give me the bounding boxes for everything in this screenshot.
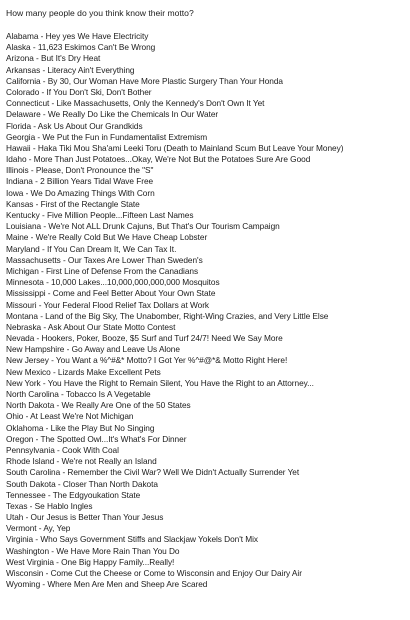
state-motto-entry: Texas - Se Hablo Ingles xyxy=(6,500,93,511)
state-motto-entry: Minnesota - 10,000 Lakes...10,000,000,000,000 Mosquitos xyxy=(6,277,220,288)
state-motto-entry: Massachusetts - Our Taxes Are Lower Than Sweden's xyxy=(6,254,203,265)
state-motto-entry: Missouri - Your Federal Flood Relief Tax Dollars at Work xyxy=(6,299,210,310)
state-motto-entry: North Dakota - We Really Are One of the 50 States xyxy=(6,400,191,411)
state-motto-entry: Iowa - We Do Amazing Things With Corn xyxy=(6,187,155,198)
motto-document xyxy=(6,8,406,590)
state-motto-entry: Maryland - If You Can Dream It, We Can Tax It. xyxy=(6,243,177,254)
state-motto-entry: Idaho - More Than Just Potatoes...Okay, We're Not But the Potatoes Sure Are Good xyxy=(6,154,311,165)
state-motto-entry: North Carolina - Tobacco Is A Vegetable xyxy=(6,389,151,399)
state-motto-entry: Georgia - We Put the Fun in Fundamentalist Extremism xyxy=(6,131,208,142)
page-heading: How many people do you think know their motto? xyxy=(6,8,194,18)
state-motto-entry: Nevada - Hookers, Poker, Booze, $5 Surf and Turf 24/7! Need We Say More xyxy=(6,333,283,344)
state-motto-entry: Louisiana - We're Not ALL Drunk Cajuns, But That's Our Tourism Campaign xyxy=(6,221,280,232)
state-motto-entry: Washington - We Have More Rain Than You Do xyxy=(6,545,180,556)
state-motto-entry: Delaware - We Really Do Like the Chemicals In Our Water xyxy=(6,109,219,120)
state-motto-entry: Alabama - Hey yes We Have Electricity xyxy=(6,31,149,41)
state-motto-entry: Ohio - At Least We're Not Michigan xyxy=(6,411,134,422)
state-motto-entry: Arizona - But It's Dry Heat xyxy=(6,53,101,64)
state-motto-entry: Arkansas - Literacy Ain't Everything xyxy=(6,64,135,75)
state-motto-entry: Michigan - First Line of Defense From the Canadians xyxy=(6,265,199,276)
state-motto-entry: Wisconsin - Come Cut the Cheese or Come to Wisconsin and Enjoy Our Dairy Air xyxy=(6,568,302,578)
state-motto-entry: Nebraska - Ask About Our State Motto Contest xyxy=(6,321,176,332)
state-motto-entry: New Mexico - Lizards Make Excellent Pets xyxy=(6,366,161,377)
state-motto-entry: Kansas - First of the Rectangle State xyxy=(6,198,140,209)
state-motto-entry: Vermont - Ay, Yep xyxy=(6,523,71,534)
state-motto-entry: South Dakota - Closer Than North Dakota xyxy=(6,478,158,489)
state-motto-entry: Wyoming - Where Men Are Men and Sheep Are Scared xyxy=(6,579,208,590)
state-motto-entry: Utah - Our Jesus is Better Than Your Jesus xyxy=(6,512,164,523)
state-motto-entry: Mississippi - Come and Feel Better About Your Own State xyxy=(6,288,216,299)
state-motto-entry: Oklahoma - Like the Play But No Singing xyxy=(6,422,155,433)
state-motto-entry: New Jersey - You Want a %^#&* Motto? I Got Yer %^#@*& Motto Right Here! xyxy=(6,355,288,366)
state-motto-entry: New York - You Have the Right to Remain Silent, You Have the Right to an Attorney... xyxy=(6,377,314,388)
state-motto-entry: Maine - We're Really Cold But We Have Cheap Lobster xyxy=(6,232,208,243)
state-motto-entry: Connecticut - Like Massachusetts, Only the Kennedy's Don't Own It Yet xyxy=(6,98,265,109)
state-motto-list xyxy=(6,31,406,590)
state-motto-entry: Illinois - Please, Don't Pronounce the "S" xyxy=(6,165,154,176)
state-motto-entry: New Hampshire - Go Away and Leave Us Alone xyxy=(6,344,180,355)
state-motto-entry: West Virginia - One Big Happy Family...Really! xyxy=(6,556,175,567)
state-motto-entry: Hawaii - Haka Tiki Mou Sha'ami Leeki Toru (Death to Mainland Scum But Leave Your Money) xyxy=(6,142,344,153)
state-motto-entry: Oregon - The Spotted Owl...It's What's For Dinner xyxy=(6,433,187,444)
state-motto-entry: Montana - Land of the Big Sky, The Unabomber, Right-Wing Crazies, and Very Little Else xyxy=(6,310,329,321)
state-motto-entry: Tennessee - The Edgyoukation State xyxy=(6,489,141,500)
state-motto-entry: Florida - Ask Us About Our Grandkids xyxy=(6,120,143,131)
state-motto-entry: Virginia - Who Says Government Stiffs and Slackjaw Yokels Don't Mix xyxy=(6,534,259,545)
state-motto-entry: South Carolina - Remember the Civil War? Well We Didn't Actually Surrender Yet xyxy=(6,467,300,478)
state-motto-entry: California - By 30, Our Woman Have More Plastic Surgery Than Your Honda xyxy=(6,75,283,86)
state-motto-entry: Alaska - 11,623 Eskimos Can't Be Wrong xyxy=(6,42,156,53)
state-motto-entry: Kentucky - Five Million People...Fifteen Last Names xyxy=(6,210,194,220)
state-motto-entry: Indiana - 2 Billion Years Tidal Wave Free xyxy=(6,176,154,187)
state-motto-entry: Colorado - If You Don't Ski, Don't Bother xyxy=(6,86,152,97)
state-motto-entry: Rhode Island - We're not Really an Island xyxy=(6,456,157,467)
state-motto-entry: Pennsylvania - Cook With Coal xyxy=(6,444,119,455)
